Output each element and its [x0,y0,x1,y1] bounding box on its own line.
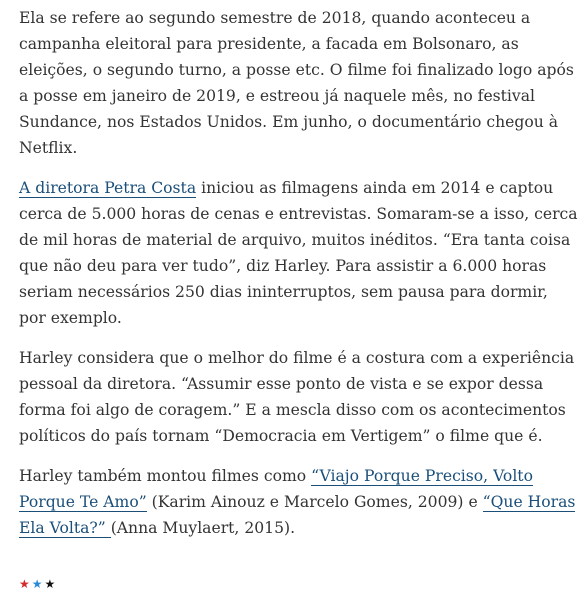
film-link-viajo[interactable]: “Viajo Porque Preciso, Volto Porque Te Amo” [19,467,533,511]
paragraph-4 [19,463,579,541]
film-link-que-horas[interactable]: “Que Horas Ela Volta?” [19,493,576,537]
end-of-article-stars [19,577,57,591]
paragraph-4-before: Harley também montou filmes como [19,467,312,485]
paragraph-4-after: (Anna Muylaert, 2015). [110,519,296,537]
paragraph-2-text: iniciou as filmagens ainda em 2014 e captou cerca de 5.000 horas de cenas e entrevistas. Somaram-se a isso, cerca de mil horas de material de arquivo, muitos inéditos. “Era tanta coisa que não deu para ver tudo”, diz Harley. Para assistir a 6.000 horas seriam necessários 250 dias ininterruptos, sem pausa para dormir, por exemplo. [19,179,578,327]
paragraph-1: Ela se refere ao segundo semestre de 2018, quando aconteceu a campanha eleitoral para presidente, a facada em Bolsonaro, as eleições, o segundo turno, a posse etc. O filme foi finalizado logo após a posse em janeiro de 2019, e estreou já naquele mês, no festival Sundance, nos Estados Unidos. Em junho, o documentário chegou à Netflix. [19,9,574,157]
paragraph-2 [19,175,579,331]
director-link[interactable]: A diretora Petra Costa [19,179,197,197]
red-star-icon: ★ [19,577,32,591]
black-star-icon: ★ [44,577,58,591]
blue-star-icon: ★ [31,577,45,591]
article-body [19,5,579,555]
paragraph-3: Harley considera que o melhor do filme é a costura com a experiência pessoal da diretora. “Assumir esse ponto de vista e se expor dessa forma foi algo de coragem.” E a mescla disso com os acontecimentos políticos do país tornam “Democracia em Vertigem” o filme que é. [19,349,575,445]
paragraph-4-middle: (Karim Ainouz e Marcelo Gomes, 2009) e [146,493,483,511]
